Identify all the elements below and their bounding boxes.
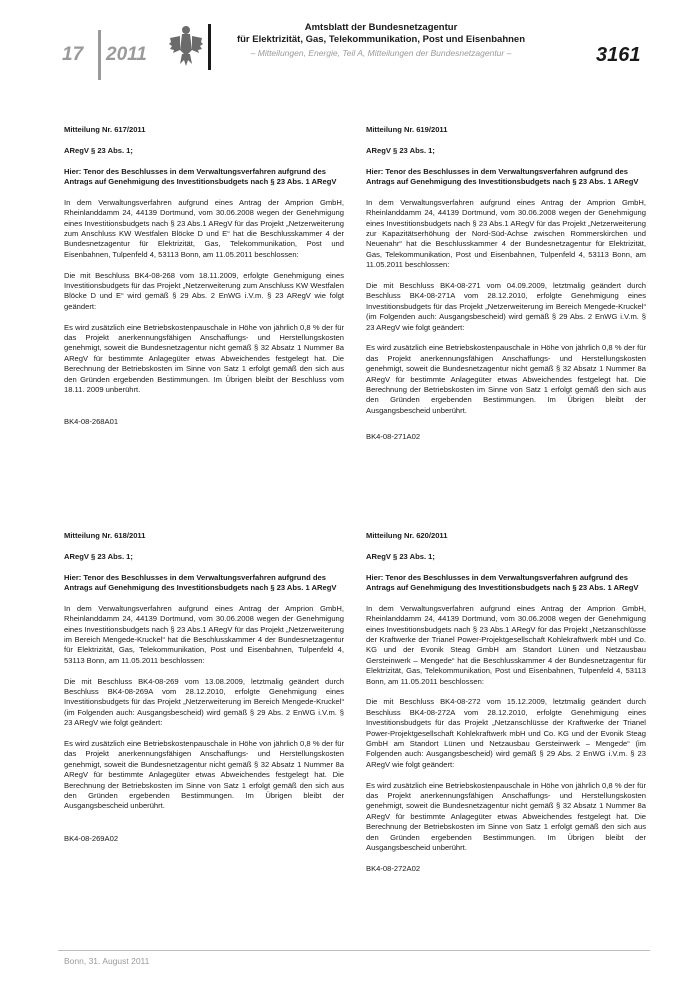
- notice-paragraph: Die mit Beschluss BK4-08-269 vom 13.08.2009, letztmalig geändert durch Beschluss BK4-08-269A vom 28.12.2010, erfolgte Genehmigung eines Investitionsbudgets für das Projekt „Netzerweiterung im Bereich Mengede-Kruckel“ (im Folgenden auch: Ausgangsbescheid) wird gemäß § 29 Abs. 2 EnWG i.V.m. § 23 ARegV wie folgt geändert:: [64, 676, 344, 728]
- issue-year: 2011: [106, 44, 147, 65]
- notice-title: Mitteilung Nr. 620/2011: [366, 531, 448, 540]
- notice-title: Mitteilung Nr. 618/2011: [64, 531, 146, 540]
- notice-paragraph: In dem Verwaltungsverfahren aufgrund eines Antrag der Amprion GmbH, Rheinlanddamm 24, 44139 Dortmund, vom 30.06.2008 wegen der Genehmigung eines Investitionsbudgets nach § 23 Abs.1 ARegV für das Projekt „Netzerweiterung zur Kapazitätserhöhung der Nord-Süd-Achse zwischen Rommerskirchen und Neuenahr“ hat die Beschlusskammer 4 der Bundesnetzagentur für Elektrizität, Gas, Telekommunikation, Post und Eisenbahnen, Tulpenfeld 4, 53113 Bonn, am 11.05.2011 beschlossen:: [366, 197, 646, 270]
- notice-paragraph: Die mit Beschluss BK4-08-272 vom 15.12.2009, letztmalig geändert durch Beschluss BK4-08-272A vom 28.12.2010, erfolgte Genehmigung eines Investitionsbudgets für das Projekt „Netzanschlüsse der Kraftwerke der Trianel Power-Projektgesellschaft Kohlekraftwerk mbH und Co. KG und der Evonik Steag GmbH am Standort Lünen und Netzausbau Gersteinwerk – Mengede“ (im Folgenden auch: Ausgangsbescheid) wird gemäß § 29 Abs. 2 EnWG i.V.m. § 23 ARegV wie folgt geändert:: [366, 697, 646, 769]
- gazette-title-line2: für Elektrizität, Gas, Telekommunikation, Post und Eisenbahnen: [236, 34, 526, 45]
- notice-reference: BK4-08-268A01: [64, 417, 119, 427]
- notice-subject: Hier: Tenor des Beschlusses in dem Verwaltungsverfahren aufgrund des Antrags auf Genehmigung des Investitionsbudgets nach § 23 Abs. 1 ARegV: [366, 572, 639, 592]
- gazette-title: [232, 22, 530, 46]
- notice-paragraph: Die mit Beschluss BK4-08-271 vom 04.09.2009, letztmalig geändert durch Beschluss BK4-08-271A vom 28.12.2010, erfolgte Genehmigung eines Investitionsbudgets für das Projekt „Netzerweiterung im Bereich Mengede-Kruckel“ (im Folgenden auch: Ausgangsbescheid) wird gemäß § 29 Abs. 2 EnWG i.V.m. § 23 ARegV wie folgt geändert:: [366, 281, 646, 332]
- page-number: 3161: [596, 44, 641, 66]
- page-header: [0, 0, 700, 110]
- notice-subject: Hier: Tenor des Beschlusses in dem Verwaltungsverfahren aufgrund des Antrags auf Genehmigung des Investitionsbudgets nach § 23 Abs. 1 ARegV: [366, 166, 639, 186]
- issue-number: 17: [62, 44, 84, 65]
- notice-paragraph: In dem Verwaltungsverfahren aufgrund eines Antrag der Amprion GmbH, Rheinlanddamm 24, 44139 Dortmund, vom 30.06.2008 wegen der Genehmigung eines Investitionsbudgets nach § 23 Abs.1 ARegV für das Projekt „Netzanschlüsse der Kraftwerke der Trianel Power-Projektgesellschaft Kohlekraftwerk mbH und Co. KG und der Evonik Steag GmbH am Standort Lünen und Netzausbau Gersteinwerk – Mengede“ hat die Beschlusskammer 4 der Bundesnetzagentur für Elektrizität, Gas, Telekommunikation, Post und Eisenbahnen, Tulpenfeld 4, 53113 Bonn, am 11.05.2011 beschlossen:: [366, 603, 646, 686]
- notice-paragraph: Es wird zusätzlich eine Betriebskostenpauschale in Höhe von jährlich 0,8 % der für das Projekt anerkennungsfähigen Anschaffungs- und Herstellungskosten genehmigt, soweit die Bundesnetzagentur nicht gemäß § 32 Absatz 1 Nummer 8a ARegV für bestimmte Anlagegüter etwas Abweichendes festgelegt hat. Die Berechnung der Betriebskosten im Sinne von Satz 1 erfolgt gemäß den sich aus den Gründen ergebenden Bestimmungen. Im Übrigen bleibt der Beschluss vom 18.11. 2009 unberührt.: [64, 322, 344, 395]
- federal-eagle-icon: [168, 24, 204, 68]
- logo-divider: [208, 24, 211, 70]
- notice-617: [64, 125, 344, 438]
- notice-paragraph: Es wird zusätzlich eine Betriebskostenpauschale in Höhe von jährlich 0,8 % der für das Projekt anerkennungsfähigen Anschaffungs- und Herstellungskosten genehmigt, soweit die Bundesnetzagentur nicht gemäß § 32 Absatz 1 Nummer 8a ARegV für bestimmte Anlagegüter etwas Abweichendes festgelegt hat. Die Berechnung der Betriebskosten im Sinne von Satz 1 erfolgt gemäß den sich aus den Gründen ergebenden Bestimmungen. Im Übrigen bleibt der Ausgangsbescheid unberührt.: [366, 343, 646, 415]
- gazette-title-line1: Amtsblatt der Bundesnetzagentur: [304, 22, 458, 33]
- issue-separator: [98, 30, 101, 80]
- notice-regulation: ARegV § 23 Abs. 1;: [366, 551, 435, 561]
- notice-paragraph: In dem Verwaltungsverfahren aufgrund eines Antrag der Amprion GmbH, Rheinlanddamm 24, 44139 Dortmund, vom 30.06.2008 wegen der Genehmigung eines Investitionsbudgets nach § 23 Abs.1 ARegV für das Projekt „Netzerweiterung zum Anschluss KW Westfalen Blöcke D und E“ hat die Beschlusskammer 4 der Bundesnetzagentur für Elektrizität, Gas, Telekommunikation, Post und Eisenbahnen, Tulpenfeld 4, 53113 Bonn, am 11.05.2011 beschlossen:: [64, 197, 344, 259]
- footer-divider: [58, 950, 650, 951]
- notice-regulation: ARegV § 23 Abs. 1;: [64, 145, 133, 155]
- notice-reference: BK4-08-269A02: [64, 833, 119, 843]
- notice-title: Mitteilung Nr. 617/2011: [64, 125, 146, 134]
- notice-subject: Hier: Tenor des Beschlusses in dem Verwaltungsverfahren aufgrund des Antrags auf Genehmigung des Investitionsbudgets nach § 23 Abs. 1 ARegV: [64, 572, 337, 592]
- notice-regulation: ARegV § 23 Abs. 1;: [366, 145, 435, 155]
- notice-618: [64, 531, 344, 855]
- notice-regulation: ARegV § 23 Abs. 1;: [64, 551, 133, 561]
- notice-paragraph: Die mit Beschluss BK4-08-268 vom 18.11.2009, erfolgte Genehmigung eines Investitionsbudgets für das Projekt „Netzerweiterung zum Anschluss KW Westfalen Blöcke D und E“ wird gemäß § 29 Abs. 2 EnWG i.V.m. § 23 ARegV wie folgt geändert:: [64, 270, 344, 311]
- notice-title: Mitteilung Nr. 619/2011: [366, 125, 448, 134]
- notice-reference: BK4-08-272A02: [366, 863, 421, 873]
- notice-619: [366, 125, 646, 453]
- gazette-subtitle: – Mitteilungen, Energie, Teil A, Mitteilungen der Bundesnetzagentur –: [250, 48, 512, 58]
- footer-place-date: Bonn, 31. August 2011: [64, 956, 150, 966]
- notice-subject: Hier: Tenor des Beschlusses in dem Verwaltungsverfahren aufgrund des Antrags auf Genehmigung des Investitionsbudgets nach § 23 Abs. 1 ARegV: [64, 166, 337, 186]
- notice-620: [366, 531, 646, 885]
- notice-paragraph: In dem Verwaltungsverfahren aufgrund eines Antrag der Amprion GmbH, Rheinlanddamm 24, 44139 Dortmund, vom 30.06.2008 wegen der Genehmigung eines Investitionsbudgets nach § 23 Abs.1 ARegV für das Projekt „Netzerweiterung im Bereich Mengede-Kruckel“ hat die Beschlusskammer 4 der Bundesnetzagentur für Elektrizität, Gas, Telekommunikation, Post und Eisenbahnen, Tulpenfeld 4, 53113 Bonn, am 11.05.2011 beschlossen:: [64, 603, 344, 665]
- notice-paragraph: Es wird zusätzlich eine Betriebskostenpauschale in Höhe von jährlich 0,8 % der für das Projekt anerkennungsfähigen Anschaffungs- und Herstellungskosten genehmigt, soweit die Bundesnetzagentur nicht gemäß § 32 Absatz 1 Nummer 8a ARegV für bestimmte Anlagegüter etwas Abweichendes festgelegt hat. Die Berechnung der Betriebskosten im Sinne von Satz 1 erfolgt gemäß den sich aus den Gründen ergebenden Bestimmungen. Im Übrigen bleibt der Ausgangsbescheid unberührt.: [366, 780, 646, 853]
- notice-paragraph: Es wird zusätzlich eine Betriebskostenpauschale in Höhe von jährlich 0,8 % der für das Projekt anerkennungsfähigen Anschaffungs- und Herstellungskosten genehmigt, soweit die Bundesnetzagentur nicht gemäß § 32 Absatz 1 Nummer 8a ARegV für bestimmte Anlagegüter etwas Abweichendes festgelegt hat. Die Berechnung der Betriebskosten im Sinne von Satz 1 erfolgt gemäß den sich aus den Gründen ergebenden Bestimmungen. Im Übrigen bleibt der Ausgangsbescheid unberührt.: [64, 739, 344, 811]
- notice-reference: BK4-08-271A02: [366, 432, 421, 442]
